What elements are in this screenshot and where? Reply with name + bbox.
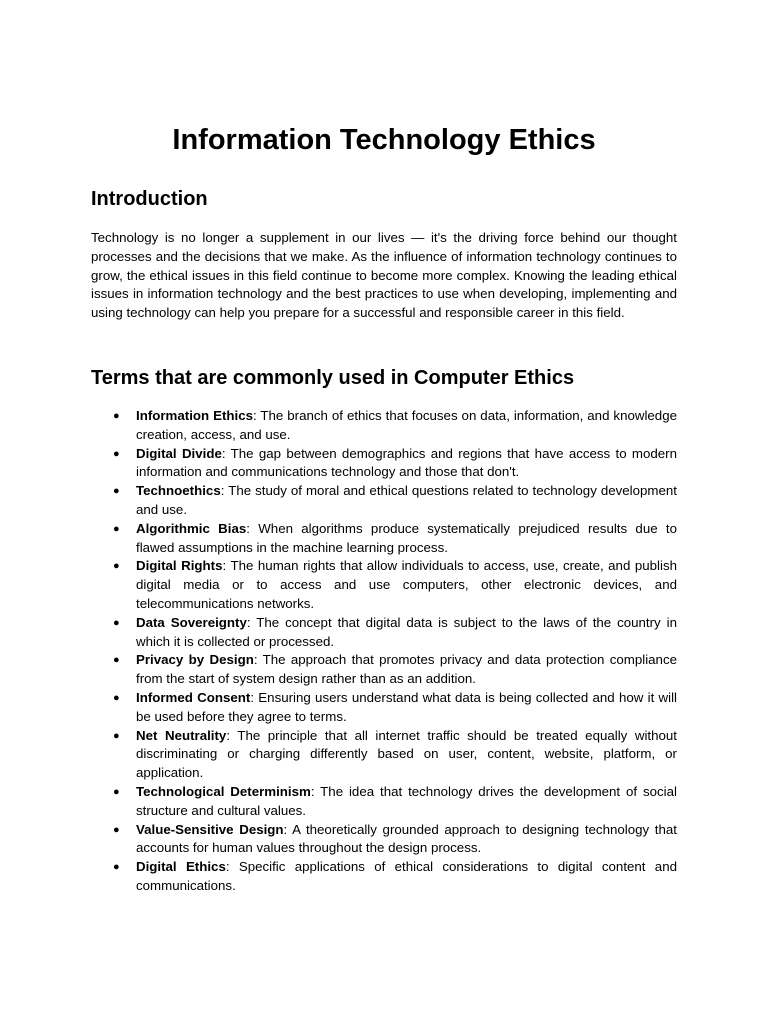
term-name: Technoethics [136,483,221,499]
term-definition: : The concept that digital data is subject to the laws of the country in which it is collected or processed. [136,614,677,649]
term-name: Algorithmic Bias [136,520,247,536]
bullet-icon: ● [113,691,120,704]
bullet-icon: ● [113,729,120,742]
term-item [0,520,677,558]
term-name: Digital Ethics [136,859,226,875]
term-name: Digital Rights [136,558,223,574]
introduction-paragraph: Technology is no longer a supplement in our lives — it's the driving force behind our thought processes and the decisions that we make. As the influence of information technology continues to grow, the ethical issues in this field continue to become more complex. Knowing the leading ethical issues in information technology and the best practices to use when developing, implementing and using technology can help you prepare for a successful and responsible career in this field. [91,230,677,321]
bullet-icon: ● [113,522,120,535]
term-item [0,407,677,445]
term-item [0,557,677,613]
term-definition: : The human rights that allow individuals to access, use, create, and publish digital media or to access and use computers, other electronic devices, and telecommunications networks. [136,558,677,611]
term-definition: : The study of moral and ethical questions related to technology development and use. [136,483,677,517]
term-name: Informed Consent [136,689,251,705]
term-item [0,727,677,783]
term-item [0,651,677,689]
term-definition: : The idea that technology drives the development of social structure and cultural values. [136,783,677,818]
bullet-icon: ● [113,560,120,573]
bullet-icon: ● [113,654,120,667]
term-definition: : The branch of ethics that focuses on data, information, and knowledge creation, access, and use. [136,408,677,442]
bullet-icon: ● [113,823,120,836]
term-item [0,689,677,727]
term-item [0,783,677,821]
term-name: Privacy by Design [136,652,254,668]
term-item [0,445,677,483]
term-definition: : The principle that all internet traffic should be treated equally without discriminating or charging differently based on user, content, website, platform, or application. [136,727,677,781]
bullet-icon: ● [113,861,120,874]
bullet-icon: ● [113,485,120,498]
bullet-icon: ● [113,616,120,629]
term-definition: : The approach that promotes privacy and data protection compliance from the start of system design rather than as an addition. [136,652,677,687]
term-name: Value-Sensitive Design [136,821,284,837]
term-definition: : Ensuring users understand what data is being collected and how it will be used before they agree to terms. [136,689,677,724]
term-name: Technological Determinism [136,783,311,799]
introduction-heading: Introduction [91,188,208,210]
term-definition: : When algorithms produce systematically prejudiced results due to flawed assumptions in the machine learning process. [136,520,678,555]
term-definition: : The gap between demographics and regions that have access to modern information and communications technology and those that don't. [136,445,677,480]
terms-list [0,407,768,896]
term-item [0,821,677,859]
term-item [0,858,677,896]
term-item [0,482,677,520]
term-name: Information Ethics [136,408,253,423]
bullet-icon: ● [113,410,120,422]
bullet-icon: ● [113,785,120,798]
term-name: Net Neutrality [136,727,227,743]
term-name: Data Sovereignty [136,614,247,630]
term-item [0,614,677,652]
term-name: Digital Divide [136,445,222,461]
term-definition: : A theoretically grounded approach to designing technology that accounts for human values throughout the design process. [136,821,677,856]
terms-heading: Terms that are commonly used in Computer Ethics [91,367,575,389]
bullet-icon: ● [113,447,120,460]
term-definition: : Specific applications of ethical considerations to digital content and communications. [136,859,677,893]
document-title: Information Technology Ethics [172,124,596,156]
